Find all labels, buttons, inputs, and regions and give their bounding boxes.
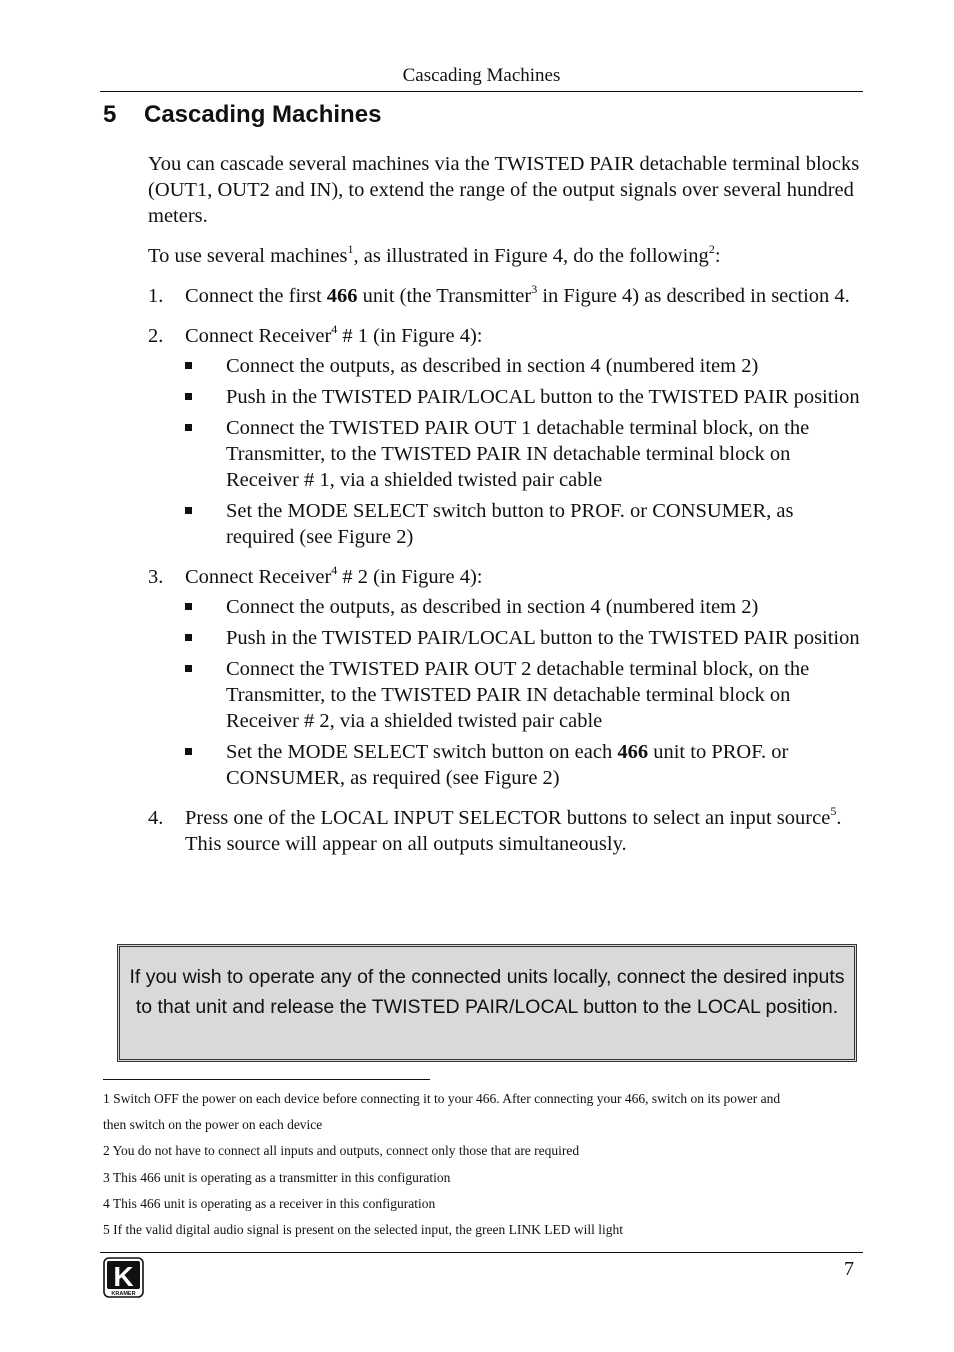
text-run: Connect Receiver (185, 325, 332, 347)
steps-list (148, 283, 860, 857)
bullet-square-icon (185, 665, 192, 672)
step-1 (148, 283, 860, 309)
logo-letter: K (113, 1261, 134, 1292)
text-run: Press one of the LOCAL INPUT SELECTOR buttons to select an input source (185, 807, 831, 829)
text-run: unit to PROF. or CONSUMER, as required (see Figure 2) (226, 741, 789, 789)
bullet-item (185, 384, 860, 410)
text-run: : (714, 245, 721, 267)
note-box (117, 944, 857, 1062)
step-number: 4. (148, 807, 164, 829)
page-number: 7 (844, 1258, 854, 1280)
body-content (148, 151, 860, 871)
bullet-item (185, 625, 860, 651)
model-number: 466 (617, 741, 649, 763)
footnote: 2 You do not have to connect all inputs and outputs, connect only those that are required (103, 1143, 580, 1159)
model-number: 466 (326, 285, 358, 307)
footnote-rule (103, 1079, 430, 1080)
text-run: . This source will appear on all outputs simultaneously. (185, 807, 842, 855)
text-run: # 2 (in Figure 4): (337, 566, 483, 588)
text-run: Connect Receiver (185, 566, 332, 588)
footnote: 3 This 466 unit is operating as a transmitter in this configuration (103, 1169, 451, 1185)
footnote-ref: 4 (331, 563, 338, 578)
bullet-item (185, 353, 860, 379)
bullet-item (185, 739, 860, 791)
section-heading (103, 101, 381, 129)
text-run: # 1 (in Figure 4): (337, 325, 483, 347)
bullet-square-icon (185, 393, 192, 400)
bullet-square-icon (185, 603, 192, 610)
step-number: 1. (148, 285, 164, 307)
logo-text: KRAMER (111, 1291, 136, 1297)
text-run: Set the MODE SELECT switch button on each (226, 741, 618, 763)
footnote-ref: 2 (708, 242, 715, 257)
footnote-ref: 1 (347, 242, 354, 257)
step-number: 2. (148, 325, 164, 347)
footnote: 4 This 466 unit is operating as a receiver in this configuration (103, 1195, 436, 1211)
bullet-text: Push in the TWISTED PAIR/LOCAL button to the TWISTED PAIR position (226, 386, 860, 408)
text-run: To use several machines (148, 245, 348, 267)
intro-paragraph-1: You can cascade several machines via the TWISTED PAIR detachable terminal blocks (OUT1, OUT2 and IN), to extend the range of the output signals over several hundred meters. (148, 153, 860, 227)
bullet-text: Connect the outputs, as described in section 4 (numbered item 2) (226, 355, 759, 377)
bullet-text: Set the MODE SELECT switch button to PROF. or CONSUMER, as required (see Figure 2) (226, 500, 794, 548)
text-run: in Figure 4) as described in section 4. (537, 285, 850, 307)
bullet-text: Connect the outputs, as described in section 4 (numbered item 2) (226, 596, 759, 618)
bullet-square-icon (185, 424, 192, 431)
bullet-item (185, 498, 860, 550)
step-3 (148, 564, 860, 791)
footnotes (103, 1086, 863, 1243)
footer-rule (100, 1252, 863, 1253)
text-run: , as illustrated in Figure 4, do the following (353, 245, 709, 267)
header-rule (100, 91, 863, 92)
bullet-square-icon (185, 507, 192, 514)
bullet-item (185, 594, 860, 620)
kramer-logo-icon (103, 1257, 144, 1298)
bullet-square-icon (185, 748, 192, 755)
text-run: Connect the first (185, 285, 327, 307)
bullet-text: Push in the TWISTED PAIR/LOCAL button to the TWISTED PAIR position (226, 627, 860, 649)
note-text: If you wish to operate any of the connected units locally, connect the desired inputs to that unit and release the TWISTED PAIR/LOCAL button to the LOCAL position. (129, 966, 845, 1018)
section-number: 5 (103, 101, 117, 128)
footnote-ref: 4 (331, 322, 338, 337)
step-2 (148, 323, 860, 550)
bullet-text: Connect the TWISTED PAIR OUT 2 detachable terminal block, on the Transmitter, to the TWISTED PAIR IN detachable terminal block on Receiver # 2, via a shielded twisted pair cable (226, 658, 810, 732)
step-number: 3. (148, 566, 164, 588)
intro-paragraph-2 (148, 243, 860, 269)
running-header: Cascading Machines (402, 65, 561, 86)
step-4 (148, 805, 860, 857)
bullet-list (185, 594, 860, 791)
footnote: 5 If the valid digital audio signal is present on the selected input, the green LINK LED will light (103, 1222, 624, 1238)
bullet-item (185, 415, 860, 493)
bullet-list (185, 353, 860, 550)
bullet-square-icon (185, 634, 192, 641)
footnote-ref: 5 (830, 804, 837, 819)
footnote-ref: 3 (531, 282, 538, 297)
footnote: then switch on the power on each device (103, 1117, 323, 1133)
bullet-text: Connect the TWISTED PAIR OUT 1 detachable terminal block, on the Transmitter, to the TWISTED PAIR IN detachable terminal block on Receiver # 1, via a shielded twisted pair cable (226, 417, 810, 491)
text-run: unit (the Transmitter (357, 285, 532, 307)
footnote: 1 Switch OFF the power on each device before connecting it to your 466. After connecting your 466, switch on its power and (103, 1091, 781, 1106)
bullet-square-icon (185, 362, 192, 369)
section-title: Cascading Machines (144, 101, 382, 128)
bullet-item (185, 656, 860, 734)
